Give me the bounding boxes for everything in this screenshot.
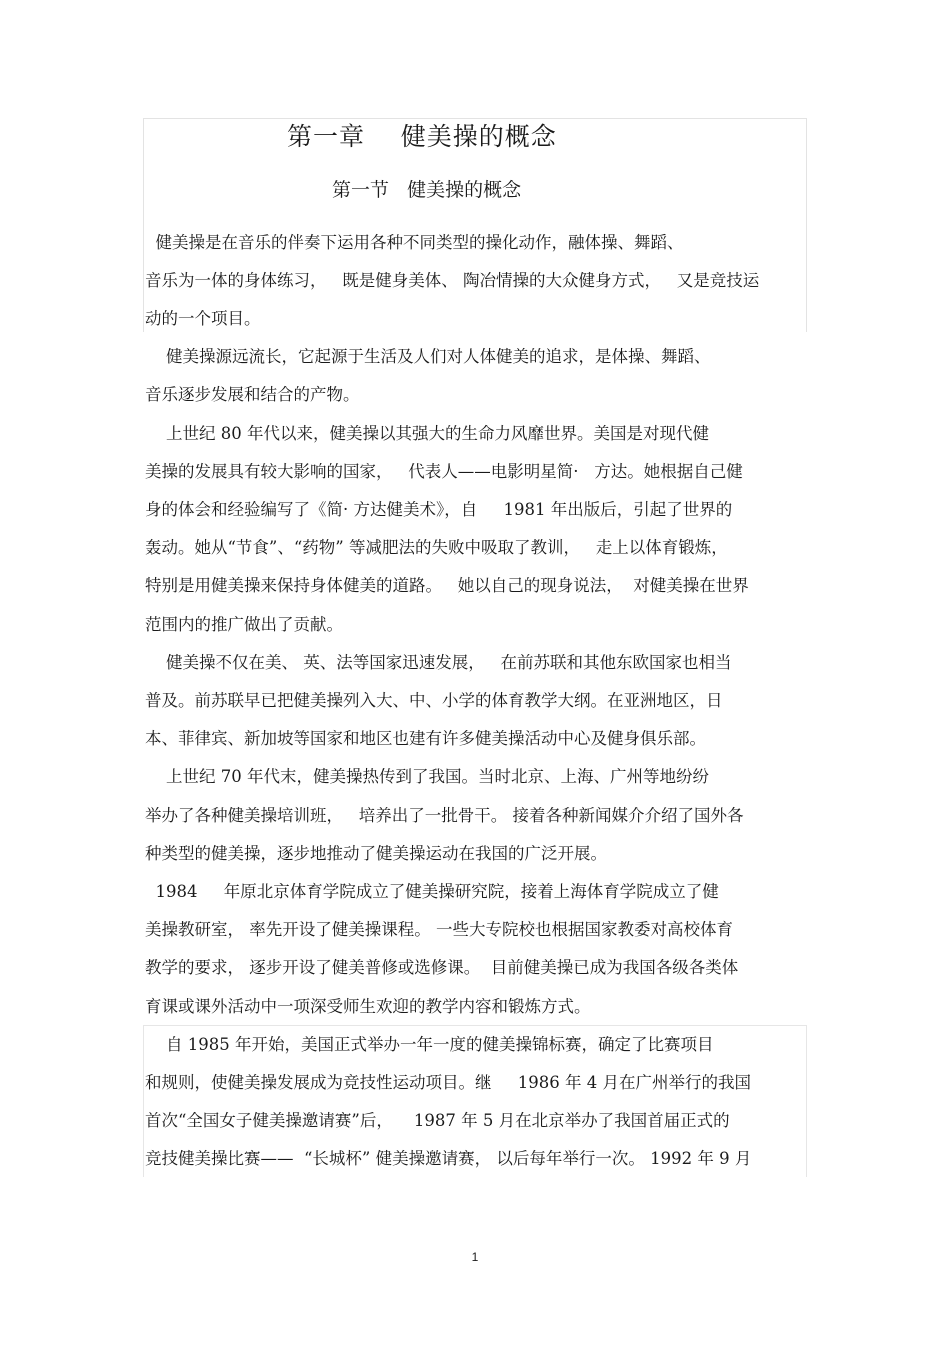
frame-line-middle [143,1025,807,1026]
body-line: 育课或课外活动中一项深受师生欢迎的教学内容和锻炼方式。 [145,997,591,1016]
body-line: 音乐为一体的身体练习， 既是健身美体、 陶冶情操的大众健身方式， 又是竞技运 [145,271,760,290]
body-line: 特别是用健美操来保持身体健美的道路。 她以自己的现身说法， 对健美操在世界 [145,576,749,595]
body-line: 健美操源远流长，它起源于生活及人们对人体健美的追求，是体操、舞蹈、 [145,347,711,366]
body-line: 美操教研室， 率先开设了健美操课程。 一些大专院校也根据国家教委对高校体育 [145,920,733,939]
body-line: 本、菲律宾、新加坡等国家和地区也建有许多健美操活动中心及健身俱乐部。 [145,729,706,748]
frame-line-left-upper [143,118,144,332]
body-line: 举办了各种健美操培训班， 培养出了一批骨干。 接着各种新闻媒介介绍了国外各 [145,806,744,825]
chapter-title: 第一章 健美操的概念 [287,122,557,151]
body-line: 1984 年原北京体育学院成立了健美操研究院，接着上海体育学院成立了健 [145,882,719,901]
body-line: 教学的要求， 逐步开设了健美普修或选修课。 目前健美操已成为我国各级各类体 [145,958,739,977]
body-line: 和规则，使健美操发展成为竞技性运动项目。继 1986 年 4 月在广州举行的我国 [145,1073,751,1092]
body-line: 范围内的推广做出了贡献。 [145,615,343,634]
body-line: 动的一个项目。 [145,309,261,328]
body-line: 轰动。她从“节食”、“药物” 等减肥法的失败中吸取了教训， 走上以体育锻炼， [145,538,728,557]
body-line: 健美操是在音乐的伴奏下运用各种不同类型的操化动作，融体操、舞蹈、 [145,233,684,252]
body-line: 健美操不仅在美、 英、法等国家迅速发展， 在前苏联和其他东欧国家也相当 [145,653,732,672]
body-line: 美操的发展具有较大影响的国家， 代表人——电影明星简· 方达。她根据自己健 [145,462,743,481]
body-line: 自 1985 年开始，美国正式举办一年一度的健美操锦标赛，确定了比赛项目 [145,1035,714,1054]
frame-line-left-lower [143,1025,144,1177]
body-line: 上世纪 80 年代以来，健美操以其强大的生命力风靡世界。美国是对现代健 [145,424,709,443]
body-line: 首次“全国女子健美操邀请赛”后， 1987 年 5 月在北京举办了我国首届正式的 [145,1111,730,1130]
section-title: 第一节 健美操的概念 [332,179,522,201]
body-line: 音乐逐步发展和结合的产物。 [145,385,360,404]
frame-line-right-lower [806,1025,807,1177]
body-line: 上世纪 70 年代末，健美操热传到了我国。当时北京、上海、广州等地纷纷 [145,767,709,786]
body-line: 身的体会和经验编写了《简· 方达健美术》，自 1981 年出版后，引起了世界的 [145,500,733,519]
body-line: 竞技健美操比赛—— “长城杯” 健美操邀请赛， 以后每年举行一次。 1992 年 9 月 [145,1149,752,1168]
body-line: 普及。前苏联早已把健美操列入大、中、小学的体育教学大纲。在亚洲地区，日 [145,691,723,710]
page-number: 1 [471,1250,479,1264]
body-line: 种类型的健美操，逐步地推动了健美操运动在我国的广泛开展。 [145,844,607,863]
frame-line-right-upper [806,118,807,332]
